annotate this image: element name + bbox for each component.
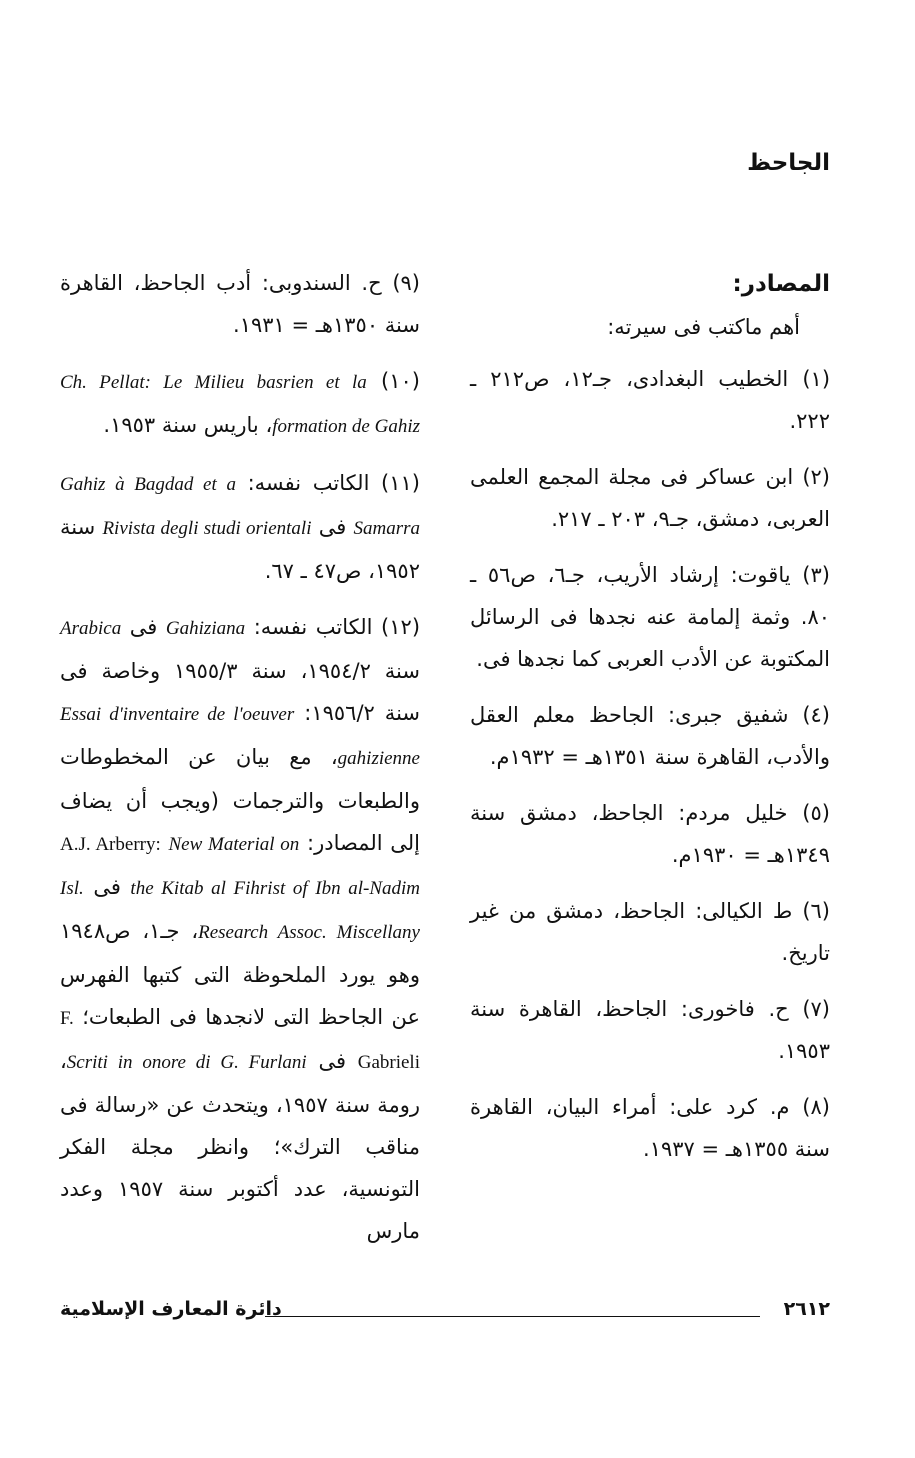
entry-12-in-2: فى [93,875,121,899]
entry-12-in: فى [129,615,158,639]
entry-12-essai: Essai d'inventaire de l'oeuver gahizienne [60,704,420,769]
entry-12-new-material: New Material on the Kitab al Fihrist of Ibn al-Nadim [130,834,420,899]
entry-12-title: Gahiziana [165,618,246,639]
entry-12-miscellany: Isl. Research Assoc. Miscellany [60,878,420,943]
entry-11-title: Gahiz à Bagdad et a Samarra [60,474,421,539]
entry-12-author: (١٢) الكاتب نفسه: [253,615,421,639]
left-column [60,262,420,1266]
source-entry-3: (٣) ياقوت: إرشاد الأريب، جـ٦، ص٥٦ ـ ٨٠. وثمة إلمامة عنه نجدها فى الرسائل المكتوبة عن الأدب العربى كما نجدها فى. [470,563,830,671]
entry-12-text-b: ، جـ١، ص١٩٤٨ وهو يورد الملحوظة التى كتبها الفهرس عن الجاحظ التى لانجدها فى الطبعات؛ [60,919,420,1029]
entry-10-title: Ch. Pellat: Le Milieu basrien et la formation de Gahiz [60,372,420,437]
entry-12-scriti: Scriti in onore di G. Furlani [66,1052,307,1073]
source-entry-4: (٤) شفيق جبرى: الجاحظ معلم العقل والأدب، القاهرة سنة ١٣٥١هـ = ١٩٣٢م. [470,703,830,769]
sources-heading: المصادر: [732,271,830,297]
source-entry-12 [60,606,420,1252]
sources-intro: أهم ماكتب فى سيرته: [607,315,800,339]
entry-11-author: (١١) الكاتب نفسه: [247,471,420,495]
source-entry-6: (٦) ط الكيالى: الجاحظ، دمشق من غير تاريخ. [470,899,830,965]
entry-12-years: سنة ١٩٥٤/٢، سنة ١٩٥٥/٣ وخاصة فى سنة ١٩٥٦/٢: [60,659,420,725]
running-title: الجاحظ [747,150,830,176]
entry-12-arberry: A.J. Arberry: [60,834,161,855]
source-entry-11 [60,462,420,592]
entry-11-journal: Rivista degli studi orientali [102,518,312,539]
source-entry-7: (٧) ح. فاخورى: الجاحظ، القاهرة سنة ١٩٥٣. [470,997,830,1063]
source-entry-2: (٢) ابن عساكر فى مجلة المجمع العلمى العربى، دمشق، جـ٩، ٢٠٣ ـ ٢١٧. [470,465,830,531]
entry-10-place: ، باريس سنة ١٩٥٣. [103,413,273,437]
entry-12-gabrieli: F. Gabrieli [60,1008,420,1073]
right-column [470,262,830,1184]
source-entry-5: (٥) خليل مردم: الجاحظ، دمشق سنة ١٣٤٩هـ = ١٩٣٠م. [470,801,830,867]
footer-rule [265,1316,760,1317]
source-entry-10 [60,360,420,448]
publication-title: دائرة المعارف الإسلامية [60,1298,282,1320]
entry-12-in-3: فى [318,1049,346,1073]
source-entry-1: (١) الخطيب البغدادى، جـ١٢، ص٢١٢ ـ ٢٢٢. [470,367,831,433]
entry-12-journal: Arabica [60,618,122,639]
entry-12-text-a: ، مع بيان عن المخطوطات والطبعات والترجمات (ويجب أن يضاف إلى المصادر: [60,745,420,855]
entry-12-text-c: ، رومة سنة ١٩٥٧، ويتحدث عن «رسالة فى مناقب الترك»؛ وانظر مجلة الفكر التونسية، عدد أكتوبر سنة ١٩٥٧ وعدد مارس [60,1049,420,1243]
entry-11-year: سنة ١٩٥٢، ص٤٧ ـ ٦٧. [60,515,420,583]
page-footer [60,1298,830,1334]
page-number: ٢٦١٢ [783,1298,830,1320]
source-entry-8: (٨) م. كرد على: أمراء البيان، القاهرة سنة ١٣٥٥هـ = ١٩٣٧. [470,1095,830,1161]
entry-11-in: فى [318,515,347,539]
entry-10-number: (١٠) [381,369,420,393]
source-entry-9: (٩) ح. السندوبى: أدب الجاحظ، القاهرة سنة ١٣٥٠هـ = ١٩٣١. [60,271,420,337]
